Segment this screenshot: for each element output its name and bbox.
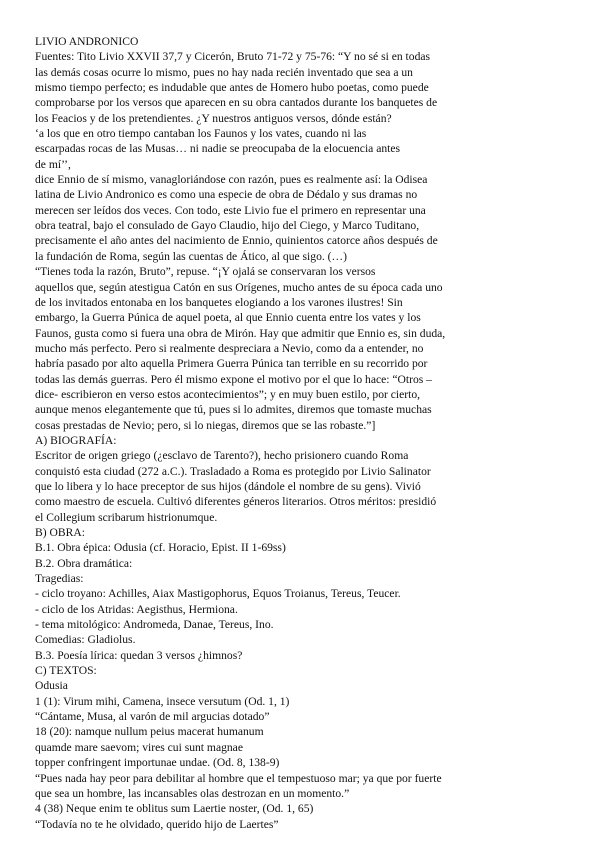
text-line: conquistó esta ciudad (272 a.C.). Trasladado a Roma es protegido por Livio Salinator: [35, 464, 431, 478]
text-line: B.2. Obra dramática:: [35, 556, 133, 570]
text-line: que sea un hombre, las incansables olas destrozan en un momento.”: [35, 786, 350, 800]
text-line: - ciclo de los Atridas: Aegisthus, Hermiona.: [35, 602, 238, 616]
text-line: - ciclo troyano: Achilles, Aiax Mastigophorus, Equos Troianus, Tereus, Teucer.: [35, 587, 401, 601]
text-line: Tragedias:: [35, 572, 84, 586]
text-line: Comedias: Gladiolus.: [35, 633, 136, 647]
text-line: dice Ennio de sí mismo, vanagloriándose con razón, pues es realmente así: la Odisea: [35, 173, 428, 187]
text-line: mismo tiempo perfecto; es indudable que antes de Homero hubo poetas, como puede: [35, 81, 429, 95]
text-line: escarpadas rocas de las Musas… ni nadie se preocupaba de la elocuencia antes: [35, 142, 401, 156]
text-line: merecen ser leídos dos veces. Con todo, este Livio fue el primero en representar una: [35, 203, 426, 217]
text-line: la fundación de Roma, según las cuentas de Ático, al que sigo. (…): [35, 249, 347, 263]
text-line: B.3. Poesía lírica: quedan 3 versos ¿himnos?: [35, 648, 243, 662]
text-line: “Tienes toda la razón, Bruto”, repuse. “¡Y ojalá se conservaran los versos: [35, 265, 376, 279]
text-line: cosas prestadas de Nevio; pero, si lo niegas, diremos que se las robaste.”]: [35, 418, 376, 432]
text-line: B.1. Obra épica: Odusia (cf. Horacio, Epist. II 1-69ss): [35, 541, 286, 555]
text-line: C) TEXTOS:: [35, 664, 97, 678]
text-line: Fuentes: Tito Livio XXVII 37,7 y Cicerón, Bruto 71-72 y 75-76: “Y no sé si en todas: [35, 50, 431, 64]
text-line: Faunos, gusta como si fuera una obra de Mirón. Hay que admitir que Ennio es, sin duda,: [35, 326, 446, 340]
text-line: comprobarse por los versos que aparecen en su obra cantados durante los banquetes de: [35, 96, 438, 110]
text-line: los Feacios y de los pretendientes. ¿Y nuestros antiguos versos, dónde están?: [35, 111, 392, 125]
text-line: 1 (1): Virum mihi, Camena, insece versutum (Od. 1, 1): [35, 694, 290, 708]
text-line: obra teatral, bajo el consulado de Gayo Claudio, hijo del Ciego, y Marco Tuditano,: [35, 219, 420, 233]
text-line: 4 (38) Neque enim te oblitus sum Laertie noster, (Od. 1, 65): [35, 802, 314, 816]
text-line: B) OBRA:: [35, 526, 85, 539]
text-line: 18 (20): namque nullum peius macerat humanum: [35, 725, 264, 739]
text-line: - tema mitológico: Andromeda, Danae, Tereus, Ino.: [35, 618, 274, 632]
text-line: “Todavía no te he olvidado, querido hijo de Laertes”: [35, 817, 279, 831]
text-line: habría pasado por alto aquella Primera Guerra Púnica tan terrible en su recorrido por: [35, 357, 428, 371]
text-line: aunque menos elegantemente que tú, pues si lo admites, diremos que tomaste muchas: [35, 403, 432, 417]
text-line: de mí’’,: [35, 157, 71, 171]
text-line: mucho más perfecto. Pero si realmente despreciara a Nevio, como da a entender, no: [35, 341, 424, 355]
text-line: Escritor de origen griego (¿esclavo de Tarento?), hecho prisionero cuando Roma: [35, 449, 409, 463]
text-line: Odusia: [35, 679, 68, 693]
text-line: como maestro de escuela. Cultivó diferentes géneros literarios. Otros méritos: presidió: [35, 495, 437, 509]
text-line: A) BIOGRAFÍA:: [35, 433, 117, 447]
text-line: de los invitados entonaba en los banquetes elogiando a los varones ilustres! Sin: [35, 295, 403, 309]
text-line: las demás cosas ocurre lo mismo, pues no hay nada recién inventado que sea a un: [35, 65, 413, 79]
text-line: topper confringent importunae undae. (Od. 8, 138-9): [35, 756, 280, 770]
text-line: “Pues nada hay peor para debilitar al hombre que el tempestuoso mar; ya que por fuerte: [35, 771, 442, 785]
text-line: embargo, la Guerra Púnica de aquel poeta, al que Ennio cuenta entre los vates y los: [35, 311, 421, 325]
text-line: que lo libera y lo hace preceptor de sus hijos (dándole el nombre de su gens). Vivió: [35, 479, 421, 493]
text-line: todas las demás guerras. Pero él mismo expone el motivo por el que lo hace: “Otros –: [35, 372, 432, 386]
text-line: latina de Livio Andronico es como una especie de obra de Dédalo y sus dramas no: [35, 188, 418, 202]
text-line: LIVIO ANDRONICO: [35, 35, 139, 48]
text-line: ‘a los que en otro tiempo cantaban los Faunos y los vates, cuando ni las: [35, 127, 367, 141]
text-line: quamde mare saevom; vires cui sunt magnae: [35, 740, 243, 754]
document-page: [35, 34, 565, 832]
text-line: precisamente el año antes del nacimiento de Ennio, quinientos catorce años después de: [35, 234, 438, 248]
text-line: “Cántame, Musa, al varón de mil argucias dotado”: [35, 710, 270, 724]
text-line: el Collegium scribarum histrionumque.: [35, 510, 218, 524]
text-line: dice- escribieron en verso estos acontecimientos”; y en muy buen estilo, por cierto,: [35, 387, 421, 401]
text-line: aquellos que, según atestigua Catón en sus Orígenes, mucho antes de su época cada uno: [35, 280, 443, 294]
